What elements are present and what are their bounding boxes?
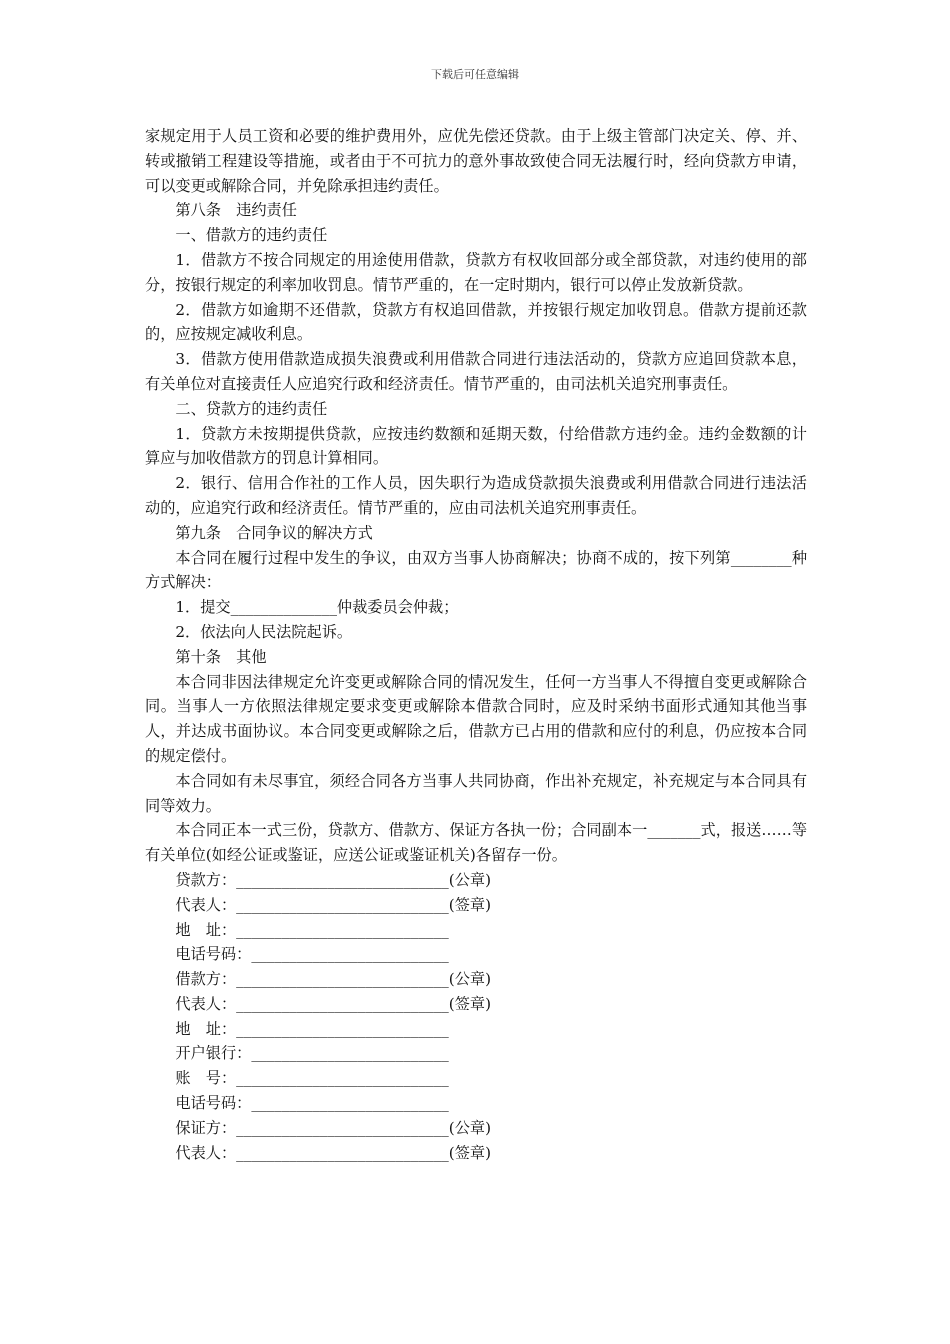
signature-line-borrower-account: 账 号：____________________________: [175, 1069, 449, 1088]
article-9-heading: 第九条 合同争议的解决方式: [175, 523, 373, 542]
signature-line-guarantor-representative: 代表人：____________________________(签章): [175, 1143, 491, 1162]
paragraph-court: 2．依法向人民法院起诉。: [175, 622, 353, 641]
section-lender-liability: 二、贷款方的违约责任: [175, 399, 328, 418]
paragraph-borrower-3: 3．借款方使用借款造成损失浪费或利用借款合同进行违法活动的，贷款方应追回贷款本息，有关单位对直接责任人应追究行政和经济责任。情节严重的，由司法机关追究刑事责任。: [145, 350, 807, 393]
paragraph-borrower-2: 2．借款方如逾期不还借款，贷款方有权追回借款，并按银行规定加收罚息。借款方提前还款的，应按规定减收利息。: [145, 300, 807, 344]
signature-line-borrower-bank: 开户银行：__________________________: [175, 1044, 449, 1063]
paragraph-1: 家规定用于人员工资和必要的维护费用外，应优先偿还贷款。由于上级主管部门决定关、停、并、转或撤销工程建设等措施，或者由于不可抗力的意外事故致使合同无法履行时，经向贷款方申请，可以变更或解除合同，并免除承担违约责任。: [145, 127, 807, 195]
document-body: [145, 124, 807, 1165]
paragraph-copies: 本合同正本一式三份，贷款方、借款方、保证方各执一份；合同副本一_______式，报送……等有关单位(如经公证或鉴证，应送公证或鉴证机关)各留存一份。: [145, 821, 807, 865]
paragraph-other-2: 本合同如有未尽事宜，须经合同各方当事人共同协商，作出补充规定，补充规定与本合同具有同等效力。: [145, 771, 807, 815]
signature-line-lender: 贷款方：____________________________(公章): [175, 870, 491, 889]
paragraph-arbitration: 1．提交______________仲裁委员会仲裁；: [175, 598, 459, 617]
paragraph-dispute: 本合同在履行过程中发生的争议，由双方当事人协商解决；协商不成的，按下列第________种方式解决：: [145, 548, 807, 592]
signature-block: [145, 868, 807, 1166]
paragraph-lender-2: 2．银行、信用合作社的工作人员，因失职行为造成贷款损失浪费或利用借款合同进行违法活动的，应追究行政和经济责任。情节严重的，应由司法机关追究刑事责任。: [145, 474, 807, 517]
signature-line-borrower-address: 地 址：____________________________: [175, 1019, 449, 1038]
paragraph-lender-1: 1．贷款方未按期提供贷款，应按违约数额和延期天数，付给借款方违约金。违约金数额的计算应与加收借款方的罚息计算相同。: [145, 424, 807, 468]
article-8-heading: 第八条 违约责任: [175, 201, 297, 220]
signature-line-guarantor: 保证方：____________________________(公章): [175, 1118, 491, 1137]
paragraph-other-1: 本合同非因法律规定允许变更或解除合同的情况发生，任何一方当事人不得擅自变更或解除合同。当事人一方依照法律规定要求变更或解除本借款合同时，应及时采纳书面形式通知其他当事人，并达成书面协议。本合同变更或解除之后，借款方已占用的借款和应付的利息，仍应按本合同的规定偿付。: [145, 672, 807, 765]
signature-line-lender-representative: 代表人：____________________________(签章): [175, 895, 491, 914]
signature-line-lender-address: 地 址：____________________________: [175, 920, 449, 939]
signature-line-borrower: 借款方：____________________________(公章): [175, 970, 491, 989]
article-10-heading: 第十条 其他: [175, 647, 267, 666]
signature-line-lender-phone: 电话号码：__________________________: [175, 945, 449, 964]
signature-line-borrower-representative: 代表人：____________________________(签章): [175, 994, 491, 1013]
paragraph-borrower-1: 1．借款方不按合同规定的用途使用借款，贷款方有权收回部分或全部贷款，对违约使用的部分，按银行规定的利率加收罚息。情节严重的，在一定时期内，银行可以停止发放新贷款。: [145, 250, 807, 294]
section-borrower-liability: 一、借款方的违约责任: [175, 226, 328, 245]
signature-line-borrower-phone: 电话号码：__________________________: [175, 1094, 449, 1113]
page-header: 下载后可任意编辑: [431, 68, 519, 81]
